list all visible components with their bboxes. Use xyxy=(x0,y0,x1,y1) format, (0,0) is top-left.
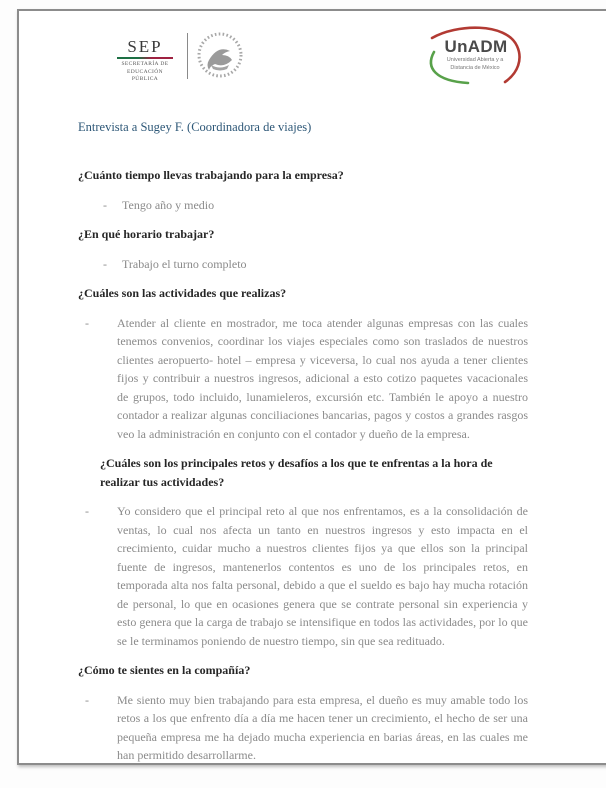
question-2: ¿En qué horario trabajar? xyxy=(78,227,215,241)
answer-5-text: Me siento muy bien trabajando para esta empresa, el dueño es muy amable todo los retos a los que enfrento día a día me hacen tener un crecimiento, el hecho de ser una pequeña empresa me ha dejado mucha experiencia en barias áreas, en las cuales me han permitido desarrollarme. xyxy=(117,692,528,762)
unadm-caption-line2: Distancia de México xyxy=(450,65,500,72)
question-3: ¿Cuáles son las actividades que realizas? xyxy=(78,286,287,300)
unadm-logo xyxy=(422,25,530,87)
bullet-dash: - xyxy=(103,197,107,212)
page-content xyxy=(78,30,528,765)
unadm-caption xyxy=(435,56,515,73)
sep-divider xyxy=(187,33,188,79)
sep-caption-line1: SECRETARÍA DE xyxy=(121,61,169,67)
header xyxy=(78,30,528,83)
answer-4 xyxy=(85,502,528,650)
sep-underline xyxy=(117,57,173,59)
answer-2 xyxy=(103,255,528,274)
answer-2-text: Trabajo el turno completo xyxy=(122,256,247,271)
bullet-dash: - xyxy=(85,692,89,707)
unadm-wordmark: UnADM xyxy=(444,37,508,56)
page xyxy=(17,9,606,765)
unadm-caption-line1: Universidad Abierta y a xyxy=(446,57,504,63)
sep-wordmark: SEP xyxy=(127,37,163,56)
answer-3-text: Atender al cliente en mostrador, me toca atender algunas empresas con las cuales tenemos convenios, coordinar los viajes especiales como son traslados de nuestros clientes aeropuerto- hotel – empresa y viceversa, lo cual nos ayuda a tener clientes fijos y contribuir a nuestros ingresos, adicional a esto cotizo paquetes vacacionales de grupos, todo incluido, lunamieleros, excursión etc. También le apoyo a nuestro contador a realizar algunas conciliaciones bancarias, pagos y costos a grandes rasgos veo la administración en conjunto con el contador y dueño de la empresa. xyxy=(117,315,528,441)
question-5: ¿Cómo te sientes en la compañía? xyxy=(78,663,251,677)
question-4: ¿Cuáles son los principales retos y desafíos a los que te enfrentas a la hora de realizar tus actividades? xyxy=(100,456,493,489)
answer-4-text: Yo considero que el principal reto al que nos enfrentamos, es a la consolidación de ventas, lo cual nos afecta un tanto en nuestros ingresos y esto impacta en el crecimiento, cuidar mucho a nuestros clientes fijos ya que ellos son la principal fuente de ingresos, mantenerlos contentos es uno de los principales retos, en temporada alta nos falta personal, debido a que el sueldo es bajo hay mucha rotación de personal, lo que en ocasiones genera que se contrate personal sin experiencia y esto genera que la carga de trabajo se intensifique en todos las actividades, por lo que se le terminamos poniendo de nuestro tiempo, sin que sea redituado. xyxy=(117,504,528,648)
mexican-coat-of-arms-icon xyxy=(196,31,244,79)
bullet-dash: - xyxy=(103,256,107,271)
answer-1 xyxy=(103,196,528,215)
answer-1-text: Tengo año y medio xyxy=(122,197,215,212)
answer-3 xyxy=(85,314,528,444)
sep-logo xyxy=(115,38,175,84)
question-1: ¿Cuánto tiempo llevas trabajando para la empresa? xyxy=(78,168,344,182)
sep-caption xyxy=(115,61,175,84)
answer-5 xyxy=(85,691,528,765)
bullet-dash: - xyxy=(85,315,89,330)
bullet-dash: - xyxy=(85,504,89,518)
sep-caption-line2: EDUCACIÓN PÚBLICA xyxy=(127,68,163,83)
document-title: Entrevista a Sugey F. (Coordinadora de viajes) xyxy=(78,120,312,134)
